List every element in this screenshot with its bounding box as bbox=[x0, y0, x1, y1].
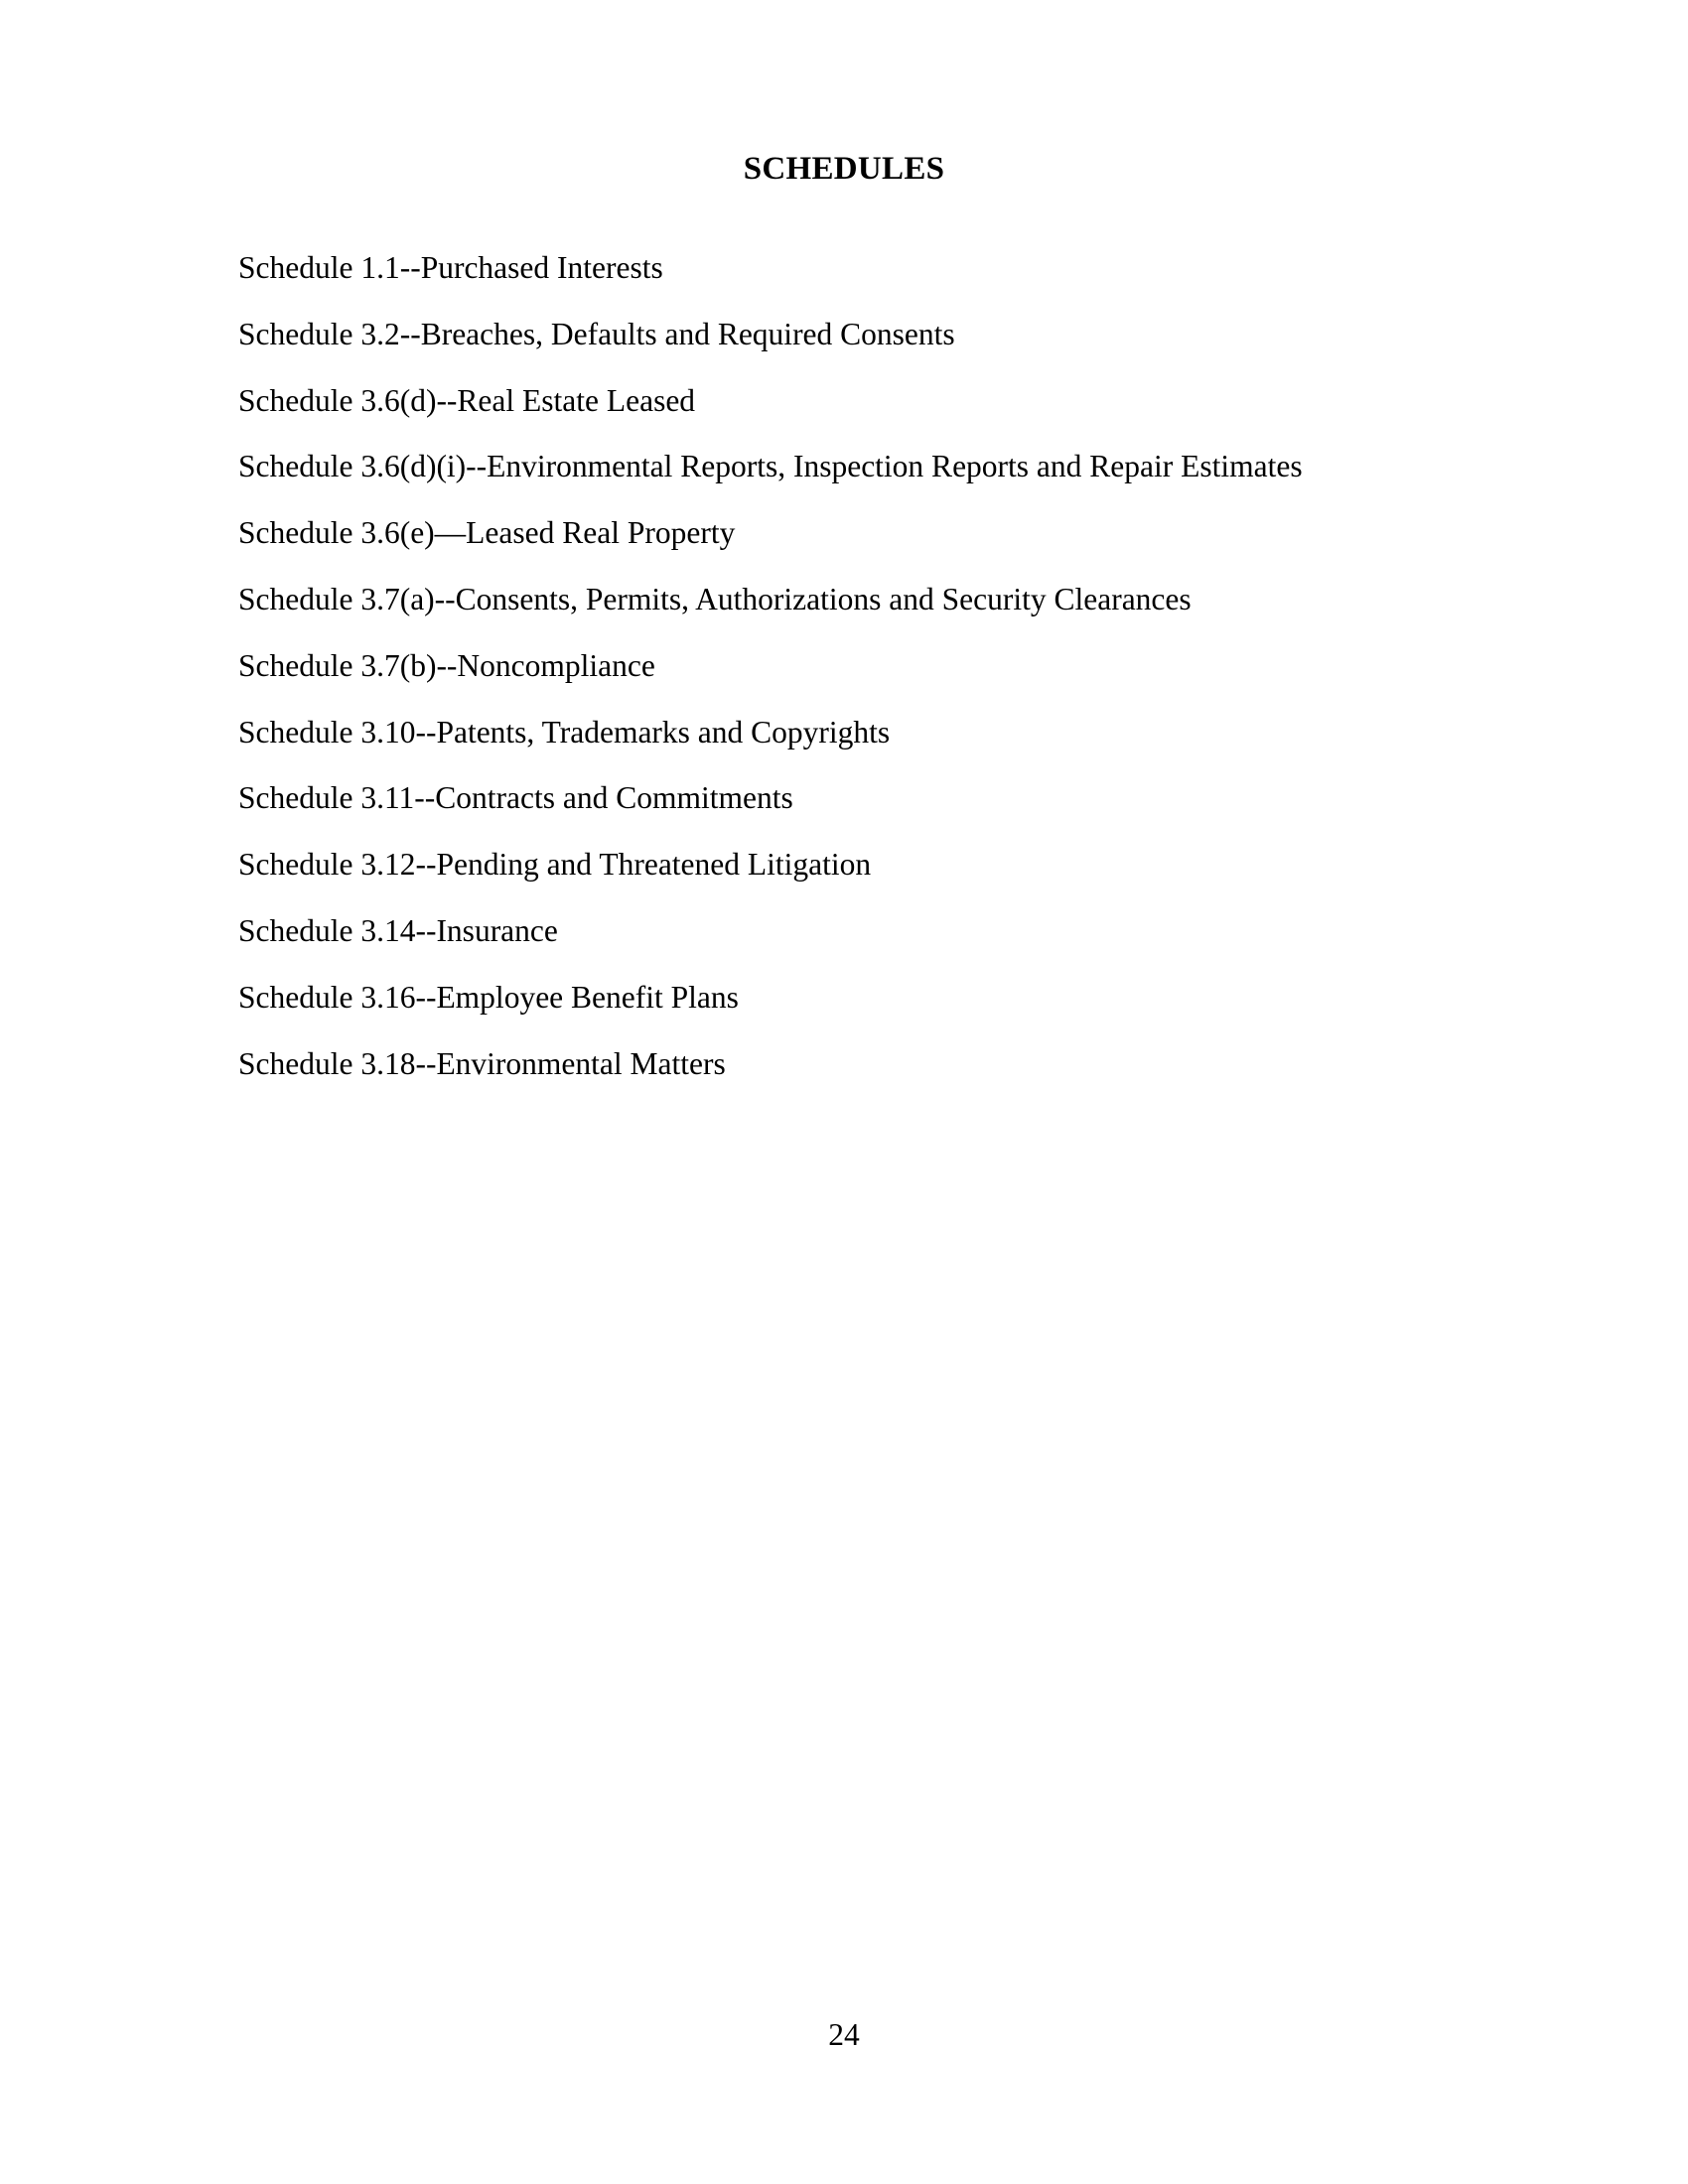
schedule-item: Schedule 3.7(b)--Noncompliance bbox=[238, 647, 655, 683]
schedule-item: Schedule 3.12--Pending and Threatened Litigation bbox=[238, 847, 872, 883]
schedule-item: Schedule 3.6(e)—Leased Real Property bbox=[238, 515, 736, 551]
schedule-item: Schedule 3.16--Employee Benefit Plans bbox=[238, 979, 739, 1015]
schedule-item: Schedule 3.14--Insurance bbox=[238, 912, 558, 948]
schedule-item: Schedule 1.1--Purchased Interests bbox=[238, 250, 663, 285]
schedule-item: Schedule 3.6(d)--Real Estate Leased bbox=[238, 382, 696, 418]
schedule-item: Schedule 3.10--Patents, Trademarks and Copyrights bbox=[238, 714, 891, 750]
schedule-item: Schedule 3.11--Contracts and Commitments bbox=[238, 780, 793, 816]
schedule-item: Schedule 3.6(d)(i)--Environmental Reports, Inspection Reports and Repair Estimates bbox=[238, 449, 1303, 484]
schedule-item: Schedule 3.2--Breaches, Defaults and Required Consents bbox=[238, 316, 955, 351]
schedule-item: Schedule 3.7(a)--Consents, Permits, Authorizations and Security Clearances bbox=[238, 581, 1192, 616]
page-title: SCHEDULES bbox=[743, 151, 945, 187]
schedule-list bbox=[238, 246, 1529, 1108]
page-number: 24 bbox=[828, 2017, 860, 2052]
schedule-item: Schedule 3.18--Environmental Matters bbox=[238, 1045, 726, 1081]
